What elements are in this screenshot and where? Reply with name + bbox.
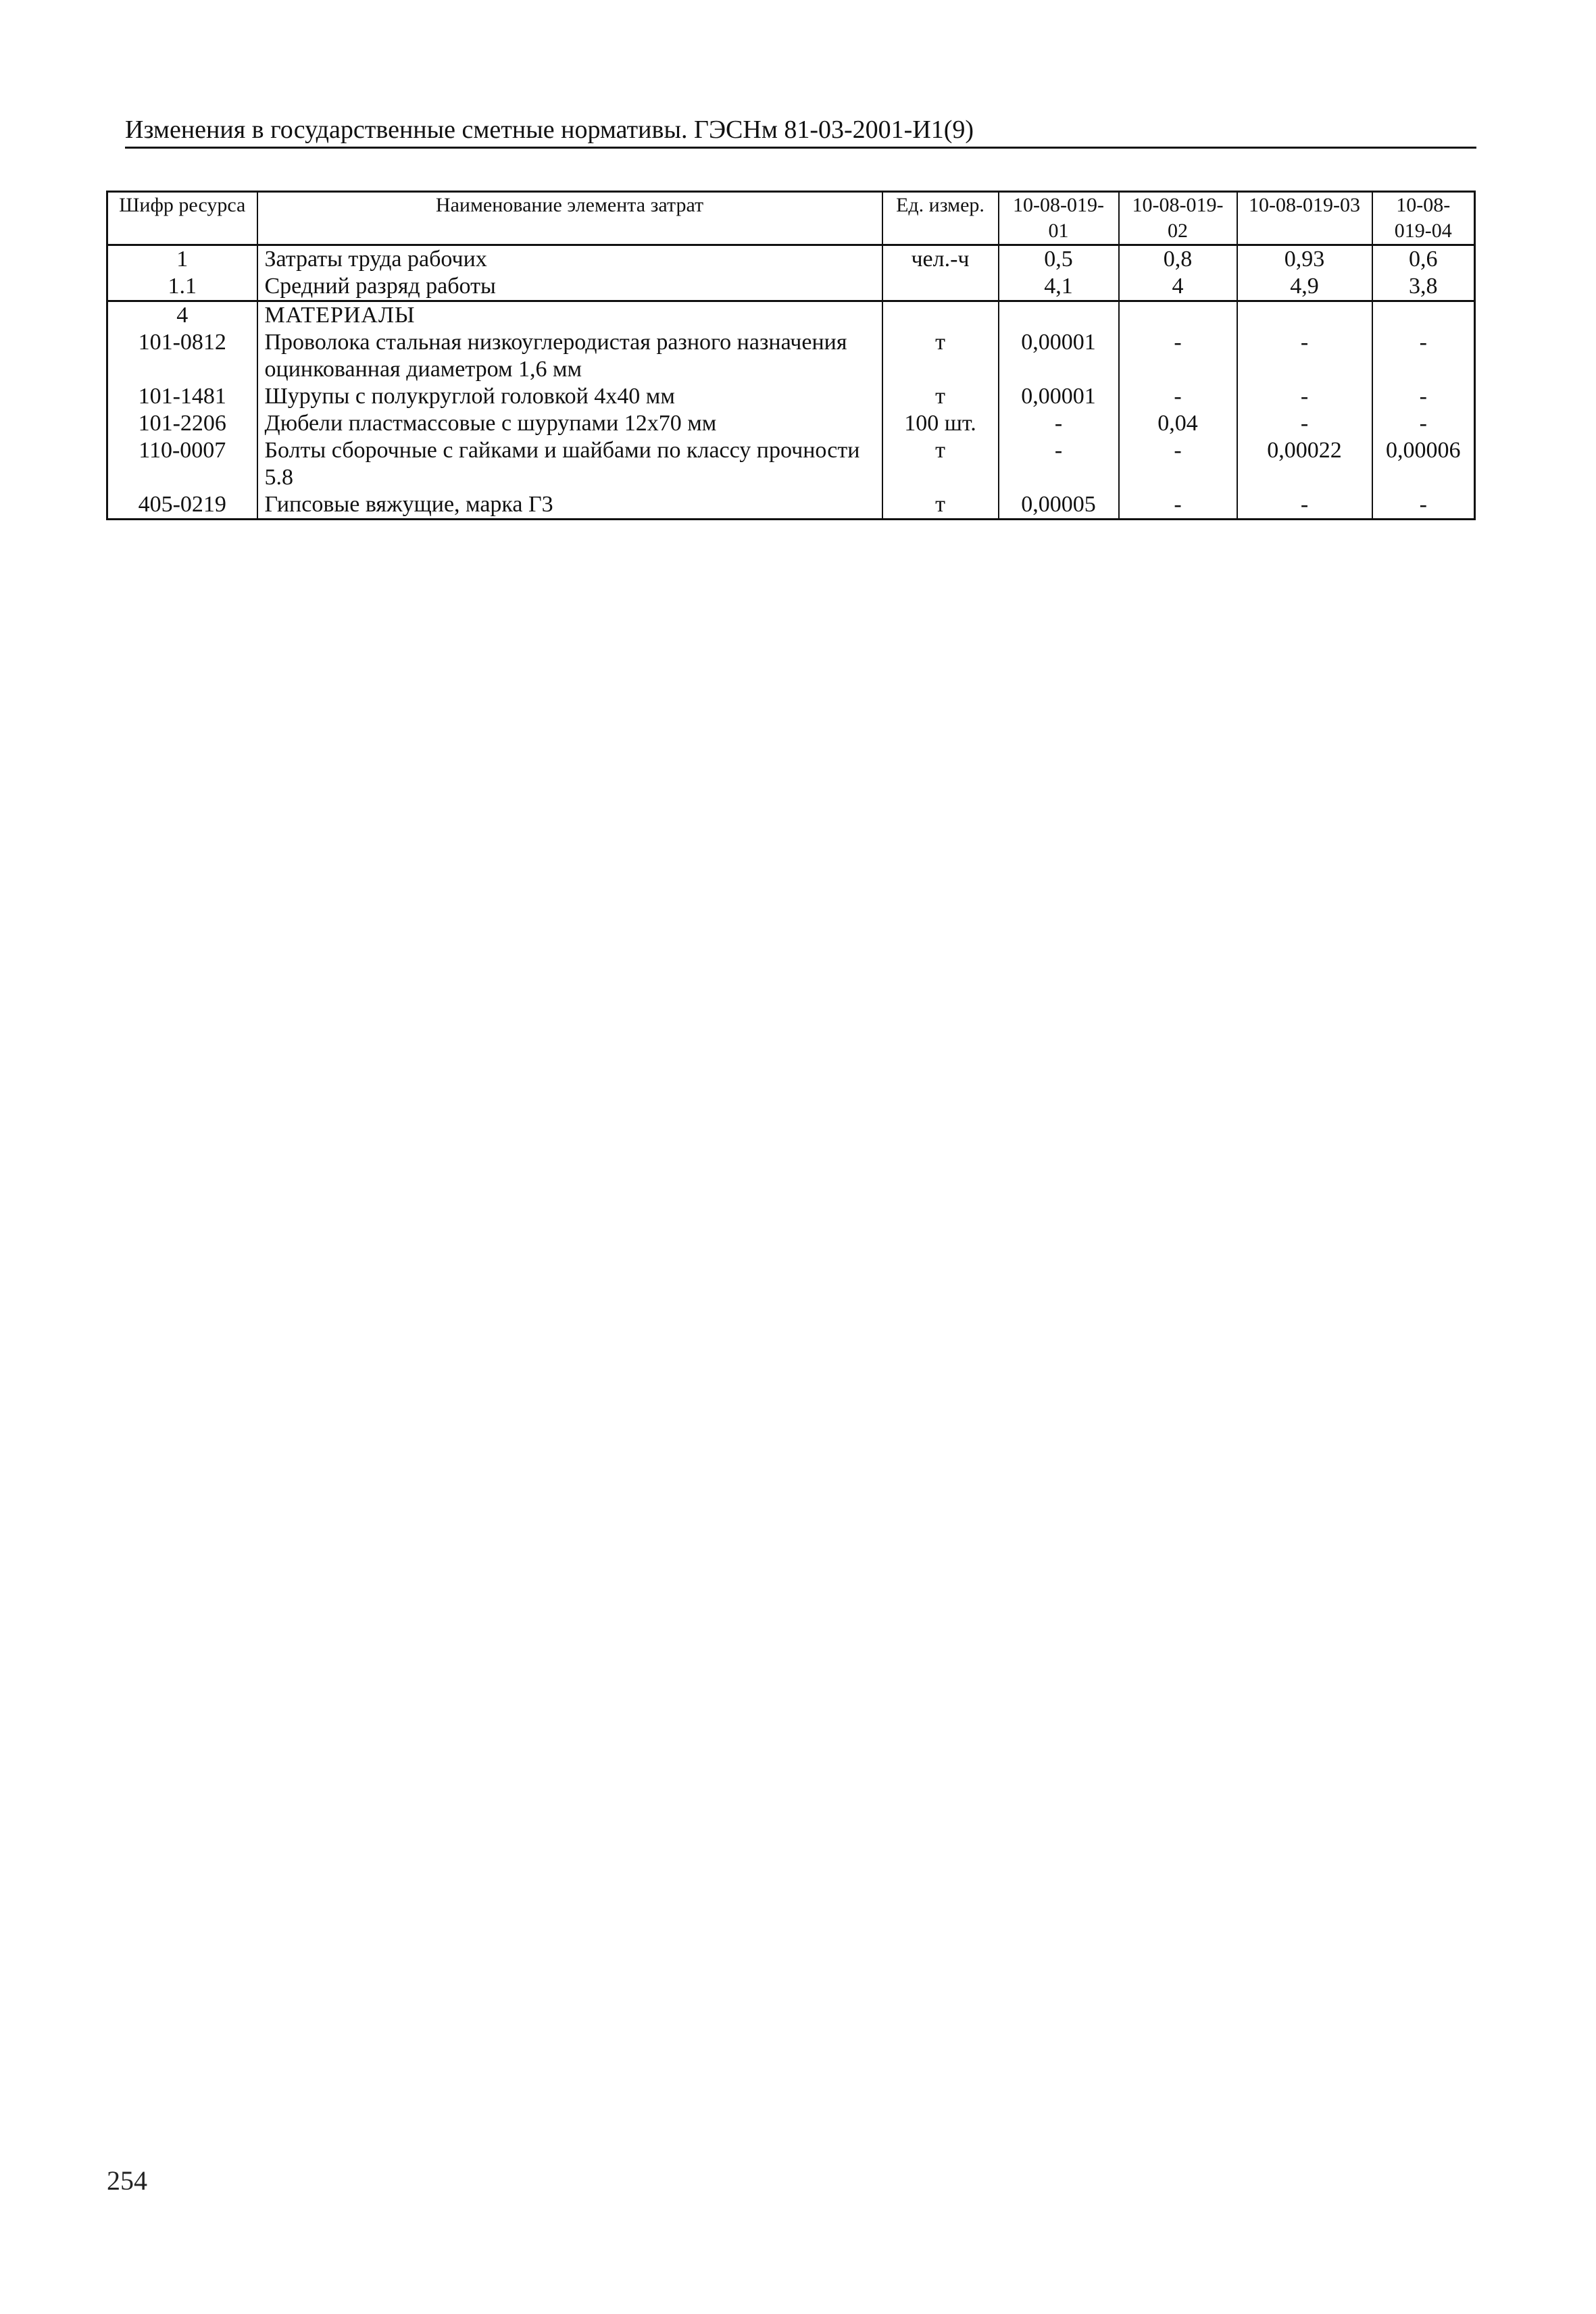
cell-section-title: МАТЕРИАЛЫ [257, 301, 882, 330]
cell-code: 110-0007 [107, 437, 257, 491]
header-rule [125, 147, 1476, 149]
cell-value: 4 [1119, 273, 1237, 301]
cell-value: - [1372, 329, 1475, 383]
cell-value [1237, 301, 1372, 330]
cell-value: 0,00001 [999, 329, 1119, 383]
norms-table [106, 191, 1476, 520]
cell-value: 4,1 [999, 273, 1119, 301]
cell-value: - [1119, 383, 1237, 410]
col-header-norm-2: 10-08-019-02 [1119, 192, 1237, 245]
cell-value [999, 301, 1119, 330]
cell-code: 101-1481 [107, 383, 257, 410]
cell-value: - [999, 437, 1119, 491]
cell-name: Проволока стальная низкоуглеродистая разного назначения оцинкованная диаметром 1,6 мм [257, 329, 882, 383]
cell-value: - [1237, 383, 1372, 410]
cell-value: 0,04 [1119, 410, 1237, 437]
table-row [107, 245, 1475, 274]
cell-value: - [1119, 329, 1237, 383]
col-header-code: Шифр ресурса [107, 192, 257, 245]
cell-unit: чел.-ч [882, 245, 999, 274]
cell-name: Затраты труда рабочих [257, 245, 882, 274]
cell-value: 4,9 [1237, 273, 1372, 301]
cell-unit: т [882, 383, 999, 410]
cell-value: 0,8 [1119, 245, 1237, 274]
cell-value: 0,00006 [1372, 437, 1475, 491]
col-header-norm-4: 10-08-019-04 [1372, 192, 1475, 245]
page-header: Изменения в государственные сметные нормативы. ГЭСНм 81-03-2001-И1(9) [125, 116, 974, 144]
cell-code: 101-2206 [107, 410, 257, 437]
cell-code: 1.1 [107, 273, 257, 301]
cell-name: Гипсовые вяжущие, марка Г3 [257, 491, 882, 520]
table-row [107, 329, 1475, 383]
cell-value: 0,93 [1237, 245, 1372, 274]
table-row [107, 437, 1475, 491]
cell-unit [882, 301, 999, 330]
col-header-norm-1: 10-08-019-01 [999, 192, 1119, 245]
cell-value: 0,00022 [1237, 437, 1372, 491]
table-row [107, 410, 1475, 437]
cell-value [1119, 301, 1237, 330]
cell-name: Средний разряд работы [257, 273, 882, 301]
cell-code: 4 [107, 301, 257, 330]
cell-value: - [1237, 329, 1372, 383]
cell-name: Дюбели пластмассовые с шурупами 12x70 мм [257, 410, 882, 437]
cell-unit: т [882, 329, 999, 383]
cell-value: - [1372, 383, 1475, 410]
page-number: 254 [107, 2165, 147, 2196]
cell-value: - [1237, 491, 1372, 520]
cell-value: 0,6 [1372, 245, 1475, 274]
table-row-section [107, 301, 1475, 330]
cell-value: - [1372, 410, 1475, 437]
cell-value: - [1119, 491, 1237, 520]
cell-value: - [1372, 491, 1475, 520]
cell-value: - [1119, 437, 1237, 491]
col-header-norm-3: 10-08-019-03 [1237, 192, 1372, 245]
cell-value: 0,5 [999, 245, 1119, 274]
cell-value: - [999, 410, 1119, 437]
cell-unit: т [882, 437, 999, 491]
cell-value: - [1237, 410, 1372, 437]
table-row [107, 383, 1475, 410]
col-header-name: Наименование элемента затрат [257, 192, 882, 245]
cell-code: 101-0812 [107, 329, 257, 383]
cell-value: 0,00005 [999, 491, 1119, 520]
table-header-row [107, 192, 1475, 245]
col-header-unit: Ед. измер. [882, 192, 999, 245]
cell-code: 1 [107, 245, 257, 274]
table-row [107, 273, 1475, 301]
cell-unit: 100 шт. [882, 410, 999, 437]
cell-value [1372, 301, 1475, 330]
table-row [107, 491, 1475, 520]
cell-code: 405-0219 [107, 491, 257, 520]
cell-name: Болты сборочные с гайками и шайбами по классу прочности 5.8 [257, 437, 882, 491]
cell-name: Шурупы с полукруглой головкой 4x40 мм [257, 383, 882, 410]
cell-unit [882, 273, 999, 301]
cell-value: 3,8 [1372, 273, 1475, 301]
cell-value: 0,00001 [999, 383, 1119, 410]
cell-unit: т [882, 491, 999, 520]
